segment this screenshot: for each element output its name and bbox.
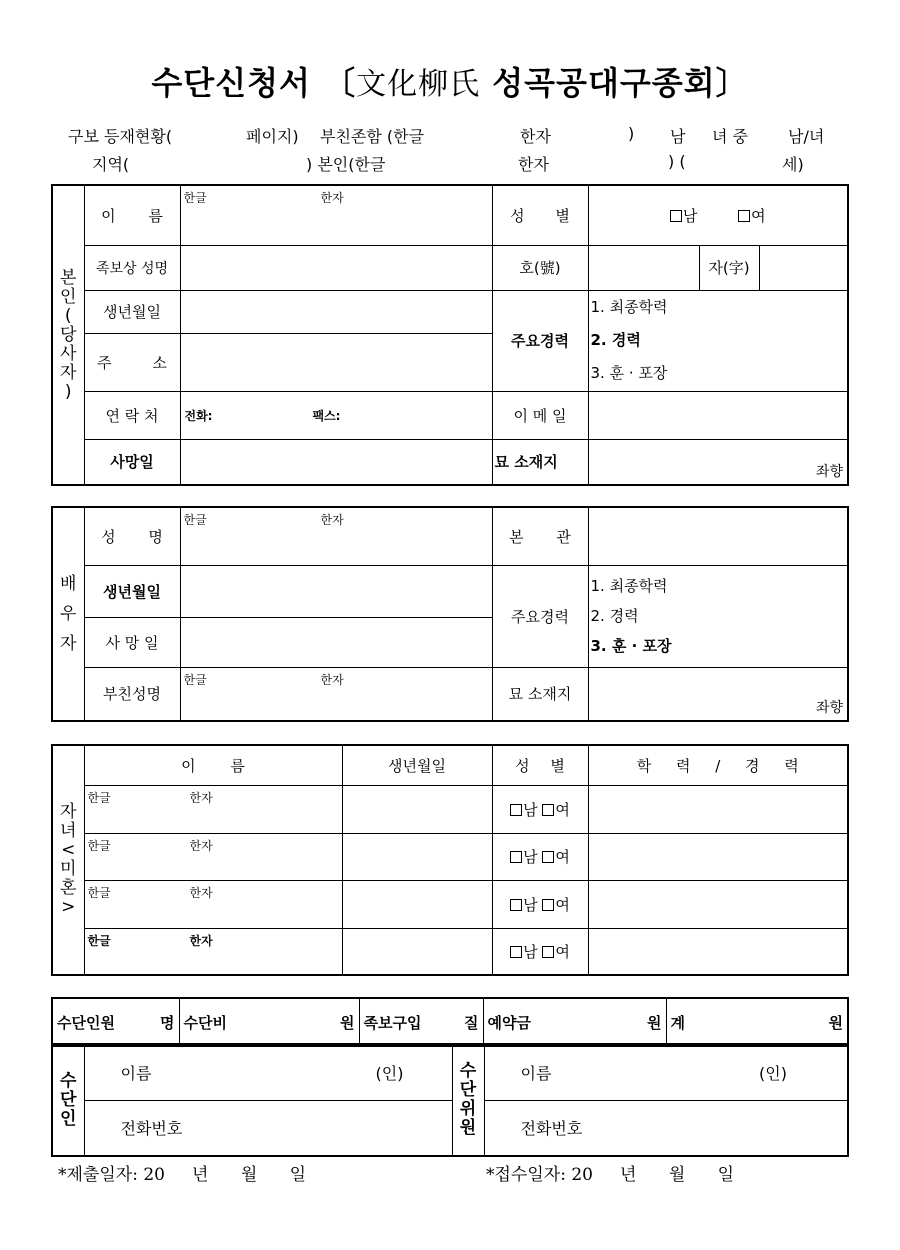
name-label: 이 름 xyxy=(84,185,180,245)
ja-label: 자(字) xyxy=(699,245,759,290)
header-age-open: ) ( xyxy=(668,152,686,171)
birth-field[interactable] xyxy=(180,290,492,333)
address-label: 주 소 xyxy=(84,333,180,391)
spouse-side-label: 배 우 자 xyxy=(52,507,84,721)
child-gender-field[interactable]: 남 여 xyxy=(492,785,588,833)
career-field[interactable]: 1. 최종학력 2. 경력 3. 훈 · 포장 xyxy=(588,290,848,391)
children-table xyxy=(51,744,849,976)
children-header-gender: 성 별 xyxy=(492,745,588,785)
self-side-label: 본 인 ( 당 사 자 ) xyxy=(52,185,84,485)
buy-field[interactable]: 족보구입 질 xyxy=(359,998,483,1046)
header-mf: 남/녀 xyxy=(788,127,825,146)
birth-label: 생년월일 xyxy=(84,290,180,333)
header-self-hanja: 한자 xyxy=(518,155,549,174)
spouse-name-label: 성 명 xyxy=(84,507,180,565)
spouse-grave-field[interactable]: 좌향 xyxy=(588,667,848,721)
fees-table xyxy=(51,997,849,1047)
female-checkbox-icon[interactable] xyxy=(542,851,554,863)
spouse-career-label: 주요경력 xyxy=(492,565,588,667)
committee-name-field[interactable]: 이름 (인) xyxy=(484,1044,848,1100)
female-checkbox-icon[interactable] xyxy=(542,899,554,911)
jokbo-name-field[interactable] xyxy=(180,245,492,290)
spouse-career-field[interactable]: 1. 최종학력 2. 경력 3. 훈 · 포장 xyxy=(588,565,848,667)
contact-label: 연 락 처 xyxy=(84,391,180,439)
grave-label: 묘 소재지 xyxy=(492,439,588,485)
male-checkbox-icon[interactable] xyxy=(670,210,682,222)
gender-field[interactable]: 남 여 xyxy=(588,185,848,245)
spouse-table xyxy=(51,506,849,722)
spouse-birth-field[interactable] xyxy=(180,565,492,617)
children-header-birth: 생년월일 xyxy=(342,745,492,785)
spouse-name-field[interactable]: 한글 한자 xyxy=(180,507,492,565)
children-header-career: 학 력 / 경 력 xyxy=(588,745,848,785)
child-career-field[interactable] xyxy=(588,785,848,833)
male-checkbox-icon[interactable] xyxy=(510,946,522,958)
male-checkbox-icon[interactable] xyxy=(510,851,522,863)
applicant-side-label: 수 단 인 xyxy=(52,1044,84,1156)
child-career-field[interactable] xyxy=(588,880,848,928)
fee-field[interactable]: 수단비 원 xyxy=(179,998,359,1046)
header-page: 페이지) xyxy=(246,127,299,146)
bongwan-label: 본 관 xyxy=(492,507,588,565)
career-label: 주요경력 xyxy=(492,290,588,391)
header-father-close: ) xyxy=(628,124,635,143)
child-gender-field[interactable]: 남 여 xyxy=(492,833,588,880)
deposit-field[interactable]: 예약금 원 xyxy=(483,998,666,1046)
receive-date: *접수일자: 20 년 월 일 xyxy=(486,1165,735,1185)
child-name-field[interactable]: 한글 한자 xyxy=(84,785,342,833)
bongwan-field[interactable] xyxy=(588,507,848,565)
spouse-death-field[interactable] xyxy=(180,617,492,667)
child-birth-field[interactable] xyxy=(342,833,492,880)
female-checkbox-icon[interactable] xyxy=(542,804,554,816)
child-gender-field[interactable]: 남 여 xyxy=(492,928,588,975)
header-son: 남 xyxy=(670,127,686,146)
header-father: 부친존함 (한글 xyxy=(320,127,425,146)
ja-field[interactable] xyxy=(759,245,848,290)
email-field[interactable] xyxy=(588,391,848,439)
applicant-phone-field[interactable]: 전화번호 xyxy=(84,1100,452,1156)
table-row xyxy=(52,785,848,833)
ho-field[interactable] xyxy=(588,245,699,290)
spouse-birth-label: 생년월일 xyxy=(84,565,180,617)
persons-field[interactable]: 수단인원 명 xyxy=(52,998,179,1046)
female-checkbox-icon[interactable] xyxy=(738,210,750,222)
child-career-field[interactable] xyxy=(588,928,848,975)
child-name-field[interactable]: 한글 한자 xyxy=(84,880,342,928)
child-birth-field[interactable] xyxy=(342,928,492,975)
table-row xyxy=(52,880,848,928)
table-row xyxy=(52,833,848,880)
child-name-field[interactable]: 한글 한자 xyxy=(84,833,342,880)
header-jokbo: 구보 등재현황( xyxy=(68,127,173,146)
page-title: 수단신청서 〔文化柳氏 성곡공대구종회〕 xyxy=(151,64,749,102)
father-name-label: 부친성명 xyxy=(84,667,180,721)
self-table xyxy=(51,184,849,486)
ho-label: 호(號) xyxy=(492,245,588,290)
child-birth-field[interactable] xyxy=(342,880,492,928)
header-age: 세) xyxy=(782,155,804,174)
death-label: 사망일 xyxy=(84,439,180,485)
child-birth-field[interactable] xyxy=(342,785,492,833)
child-gender-field[interactable]: 남 여 xyxy=(492,880,588,928)
total-field[interactable]: 계 원 xyxy=(666,998,848,1046)
contact-field[interactable]: 전화: 팩스: xyxy=(180,391,492,439)
children-header-name: 이 름 xyxy=(84,745,342,785)
email-label: 이 메 일 xyxy=(492,391,588,439)
female-checkbox-icon[interactable] xyxy=(542,946,554,958)
submit-date: *제출일자: 20 년 월 일 xyxy=(58,1165,307,1185)
grave-field[interactable]: 좌향 xyxy=(588,439,848,485)
sign-table xyxy=(51,1043,849,1157)
children-side-label: 자 녀 < 미 혼 > xyxy=(52,745,84,975)
male-checkbox-icon[interactable] xyxy=(510,899,522,911)
header-self: ) 본인(한글 xyxy=(306,155,386,174)
committee-side-label: 수 단 위 원 xyxy=(452,1044,484,1156)
male-checkbox-icon[interactable] xyxy=(510,804,522,816)
spouse-death-label: 사 망 일 xyxy=(84,617,180,667)
header-region: 지역( xyxy=(92,155,130,174)
table-row xyxy=(52,928,848,975)
spouse-grave-label: 묘 소재지 xyxy=(492,667,588,721)
child-career-field[interactable] xyxy=(588,833,848,880)
name-field[interactable]: 한글 한자 xyxy=(180,185,492,245)
header-daughter: 녀 중 xyxy=(712,127,748,146)
committee-phone-field[interactable]: 전화번호 xyxy=(484,1100,848,1156)
address-field[interactable] xyxy=(180,333,492,391)
applicant-name-field[interactable]: 이름 (인) xyxy=(84,1044,452,1100)
father-name-field[interactable]: 한글 한자 xyxy=(180,667,492,721)
jokbo-name-label: 족보상 성명 xyxy=(84,245,180,290)
gender-label: 성 별 xyxy=(492,185,588,245)
death-field[interactable] xyxy=(180,439,492,485)
child-name-field[interactable]: 한글 한자 xyxy=(84,928,342,975)
header-father-hanja: 한자 xyxy=(520,127,551,146)
